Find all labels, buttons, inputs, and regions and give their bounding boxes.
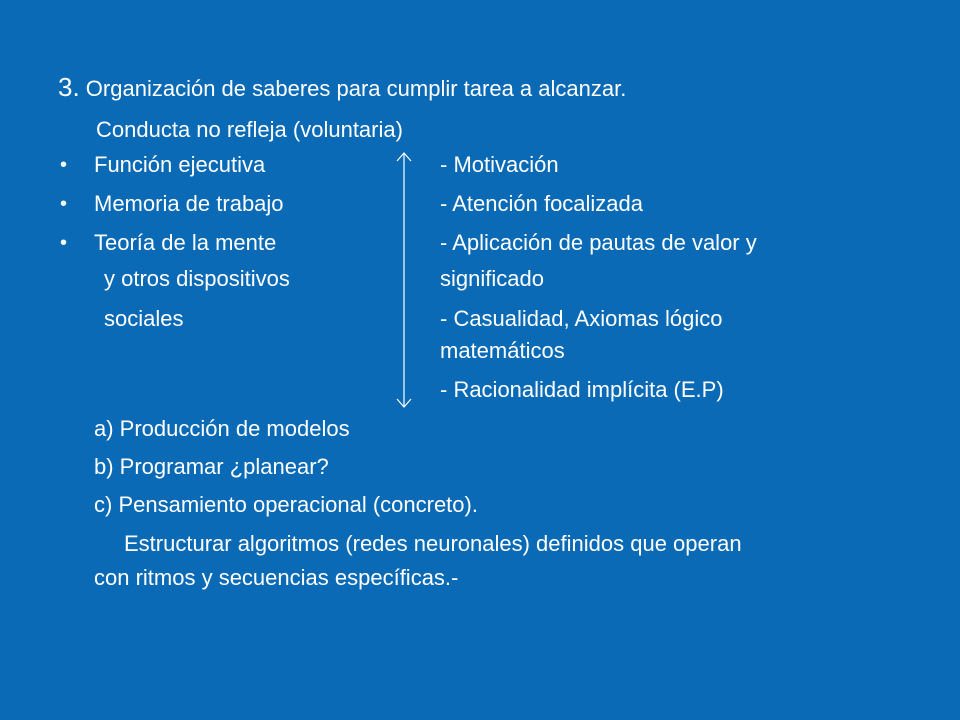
left-item-5: sociales — [104, 306, 184, 331]
title-number: 3. — [58, 72, 80, 102]
left-item-4: y otros dispositivos — [104, 266, 290, 291]
right-item-1: - Motivación — [440, 152, 559, 177]
double-arrow-icon — [392, 150, 416, 410]
subtitle: Conducta no refleja (voluntaria) — [96, 117, 403, 142]
bullet-1: • — [60, 154, 68, 176]
closing-line-2: con ritmos y secuencias específicas.- — [94, 565, 459, 590]
slide-title — [58, 72, 626, 104]
bullet-3: • — [60, 232, 68, 254]
closing-line-1: Estructurar algoritmos (redes neuronales) definidos que operan — [124, 531, 742, 556]
right-item-3: - Aplicación de pautas de valor y — [440, 230, 757, 255]
left-item-2: Memoria de trabajo — [94, 191, 284, 216]
title-text: Organización de saberes para cumplir tarea a alcanzar. — [79, 76, 627, 101]
left-item-3: Teoría de la mente — [94, 230, 277, 255]
right-item-5: - Casualidad, Axiomas lógico — [440, 306, 723, 331]
sub-item-b: b) Programar ¿planear? — [94, 454, 329, 479]
sub-item-a: a) Producción de modelos — [94, 416, 350, 441]
right-item-2: - Atención focalizada — [440, 191, 644, 216]
right-item-6: matemáticos — [440, 338, 565, 363]
right-item-7: - Racionalidad implícita (E.P) — [440, 377, 724, 402]
right-item-4: significado — [440, 266, 544, 291]
sub-item-c: c) Pensamiento operacional (concreto). — [94, 492, 478, 517]
left-item-1: Función ejecutiva — [94, 152, 266, 177]
bullet-2: • — [60, 193, 68, 215]
